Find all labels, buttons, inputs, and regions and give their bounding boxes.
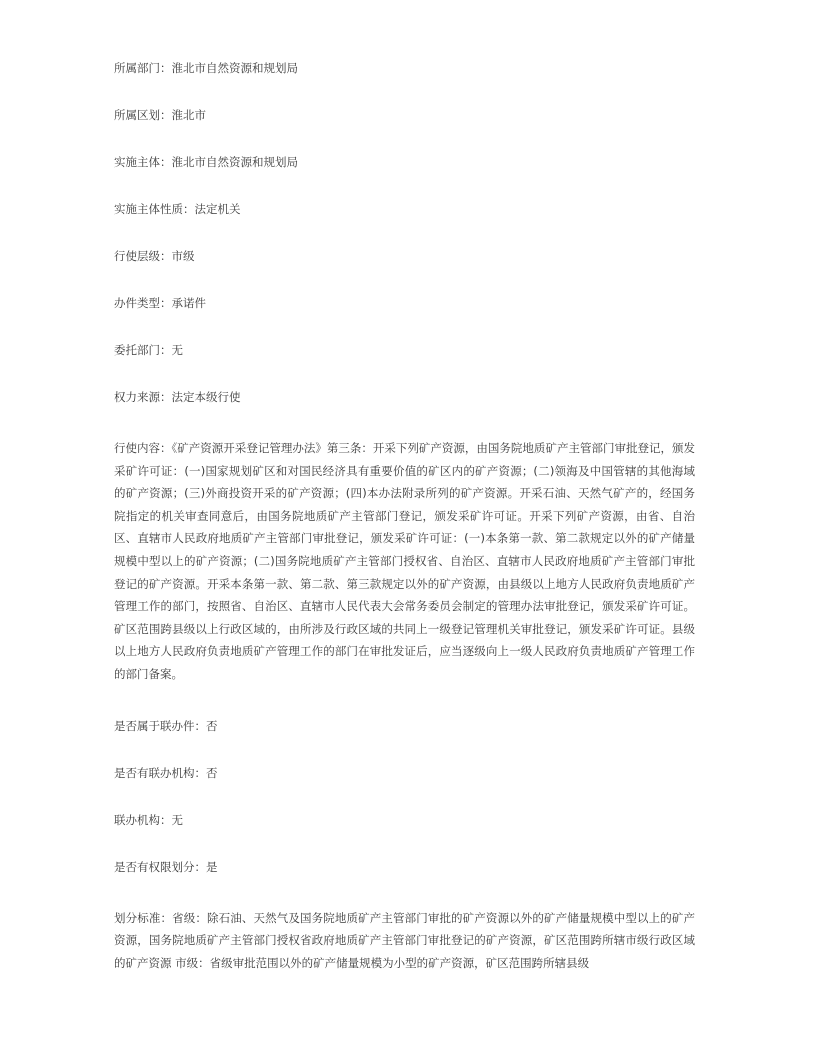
- field-department: [114, 61, 695, 75]
- field-value: 省级：除石油、天然气及国务院地质矿产主管部门审批的矿产资源以外的矿产储量规模中型以上的矿产资源，国务院地质矿产主管部门授权省政府地质矿产主管部门审批登记的矿产资源，矿区范围跨所辖市级行政区域的矿产资源 市级：省级审批范围以外的矿产储量规模为小型的矿产资源，矿区范围跨所辖县级: [114, 910, 696, 970]
- field-has-division: [114, 860, 695, 874]
- field-division-standard: [114, 907, 695, 975]
- field-level: [114, 249, 695, 263]
- field-joint-case: [114, 719, 695, 733]
- field-value: 否: [206, 718, 218, 733]
- field-label: 行使内容：: [114, 441, 172, 455]
- field-region: [114, 108, 695, 122]
- field-body-nature: [114, 202, 695, 216]
- field-value: 无: [171, 343, 183, 357]
- field-has-joint-org: [114, 766, 695, 780]
- field-value: 无: [171, 812, 183, 827]
- field-label: 行使层级：: [114, 249, 172, 263]
- field-value: 《矿产资源开采登记管理办法》第三条：开采下列矿产资源，由国务院地质矿产主管部门审批登记，颁发采矿许可证：(一)国家规划矿区和对国民经济具有重要价值的矿区内的矿产资源；(二)领海及中国管辖的其他海域的矿产资源；(三)外商投资开采的矿产资源；(四)本办法附录所列的矿产资源。开采石油、天然气矿产的，经国务院指定的机关审查同意后，由国务院地质矿产主管部门登记，颁发采矿许可证。开采下列矿产资源，由省、自治区、直辖市人民政府地质矿产主管部门审批登记，颁发采矿许可证：(一)本条第一款、第二款规定以外的矿产储量规模中型以上的矿产资源；(二)国务院地质矿产主管部门授权省、自治区、直辖市人民政府地质矿产主管部门审批登记的矿产资源。开采本条第一款、第二款、第三款规定以外的矿产资源，由县级以上地方人民政府负责地质矿产管理工作的部门，按照省、自治区、直辖市人民代表大会常务委员会制定的管理办法审批登记，颁发采矿许可证。矿区范围跨县级以上行政区域的，由所涉及行政区域的共同上一级登记管理机关审批登记，颁发采矿许可证。县级以上地方人民政府负责地质矿产管理工作的部门在审批发证后，应当逐级向上一级人民政府负责地质矿产管理工作的部门备案。: [114, 441, 696, 681]
- field-label: 划分标准：: [114, 910, 173, 925]
- field-entrusted-dept: [114, 343, 695, 357]
- field-label: 是否属于联办件：: [114, 718, 206, 733]
- field-value: 法定本级行使: [171, 390, 241, 404]
- field-label: 办件类型：: [114, 296, 172, 310]
- field-value: 淮北市自然资源和规划局: [171, 155, 298, 169]
- field-value: 淮北市: [171, 108, 206, 122]
- field-value: 是: [206, 859, 218, 874]
- field-exercise-content: [114, 437, 695, 686]
- field-case-type: [114, 296, 695, 310]
- field-value: 市级: [171, 249, 195, 263]
- field-label: 所属区划：: [114, 108, 172, 122]
- field-label: 实施主体性质：: [114, 202, 195, 216]
- field-value: 淮北市自然资源和规划局: [171, 61, 298, 75]
- field-label: 是否有联办机构：: [114, 765, 206, 780]
- field-value: 否: [206, 765, 218, 780]
- field-label: 联办机构：: [114, 812, 172, 827]
- field-label: 权力来源：: [114, 390, 172, 404]
- field-label: 是否有权限划分：: [114, 859, 206, 874]
- field-joint-org: [114, 813, 695, 827]
- field-value: 承诺件: [171, 296, 206, 310]
- field-implementing-body: [114, 155, 695, 169]
- field-label: 委托部门：: [114, 343, 172, 357]
- field-label: 所属部门：: [114, 61, 172, 75]
- field-power-source: [114, 390, 695, 404]
- field-label: 实施主体：: [114, 155, 172, 169]
- field-value: 法定机关: [194, 202, 241, 216]
